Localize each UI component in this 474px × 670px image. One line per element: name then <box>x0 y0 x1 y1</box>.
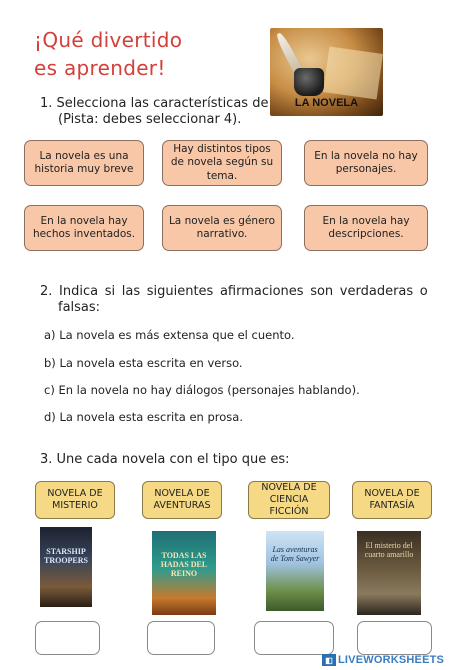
q2-statement-c[interactable]: c) En la novela no hay diálogos (personajes hablando). <box>44 383 360 397</box>
q2-statement-d[interactable]: d) La novela esta escrita en prosa. <box>44 410 243 424</box>
liveworksheets-brand <box>322 654 444 666</box>
cover-2-text: TODAS LAS HADAS DEL REINO <box>160 551 208 578</box>
cover-3-text: Las aventuras de Tom Sawyer <box>270 545 320 563</box>
brand-text: LIVEWORKSHEETS <box>338 654 445 666</box>
type-misterio[interactable]: NOVELA DE MISTERIO <box>35 481 115 519</box>
cover-1-text: STARSHIP TROOPERS <box>43 547 88 565</box>
hero-caption: LA NOVELA <box>294 97 359 109</box>
answer-box-3[interactable] <box>254 621 334 655</box>
cuarto-amarillo-cover <box>357 531 421 615</box>
title-line-2: es aprender! <box>34 56 166 80</box>
q2-statement-b[interactable]: b) La novela esta escrita en verso. <box>44 356 243 370</box>
answer-box-1[interactable] <box>35 621 100 655</box>
q2-prompt-line1: 2. Indica si las siguientes afirmaciones son verdaderas o <box>40 284 428 299</box>
q1-option-6[interactable]: En la novela hay descripciones. <box>304 205 428 251</box>
title-line-1: ¡Qué divertido <box>34 28 183 52</box>
type-fantasia[interactable]: NOVELA DE FANTASÍA <box>352 481 432 519</box>
q1-option-5[interactable]: La novela es género narrativo. <box>162 205 282 251</box>
tom-sawyer-cover <box>266 531 324 611</box>
q2-prompt-line2: falsas: <box>58 300 101 315</box>
type-aventuras[interactable]: NOVELA DE AVENTURAS <box>142 481 222 519</box>
worksheet-title <box>34 26 182 82</box>
liveworksheets-logo-icon: ◧ <box>322 654 336 666</box>
q1-prompt-line1: 1. Selecciona las características de <box>40 96 269 111</box>
q1-prompt-line2: (Pista: debes seleccionar 4). <box>58 112 242 127</box>
q1-option-3[interactable]: En la novela no hay personajes. <box>304 140 428 186</box>
starship-troopers-cover <box>40 527 92 607</box>
inkwell-icon <box>294 68 324 96</box>
q1-option-4[interactable]: En la novela hay hechos inventados. <box>24 205 144 251</box>
q1-option-2[interactable]: Hay distintos tipos de novela según su tema. <box>162 140 282 186</box>
cover-4-text: El misterio del cuarto amarillo <box>364 541 414 559</box>
q1-option-1[interactable]: La novela es una historia muy breve <box>24 140 144 186</box>
q3-prompt: 3. Une cada novela con el tipo que es: <box>40 452 290 467</box>
answer-box-4[interactable] <box>357 621 432 655</box>
la-novela-image <box>270 28 383 116</box>
todas-las-hadas-cover <box>152 531 216 615</box>
paper-shape <box>323 46 383 99</box>
answer-box-2[interactable] <box>147 621 215 655</box>
q2-statement-a[interactable]: a) La novela es más extensa que el cuento. <box>44 328 295 342</box>
type-ciencia-ficcion[interactable]: NOVELA DE CIENCIA FICCIÓN <box>248 481 330 519</box>
